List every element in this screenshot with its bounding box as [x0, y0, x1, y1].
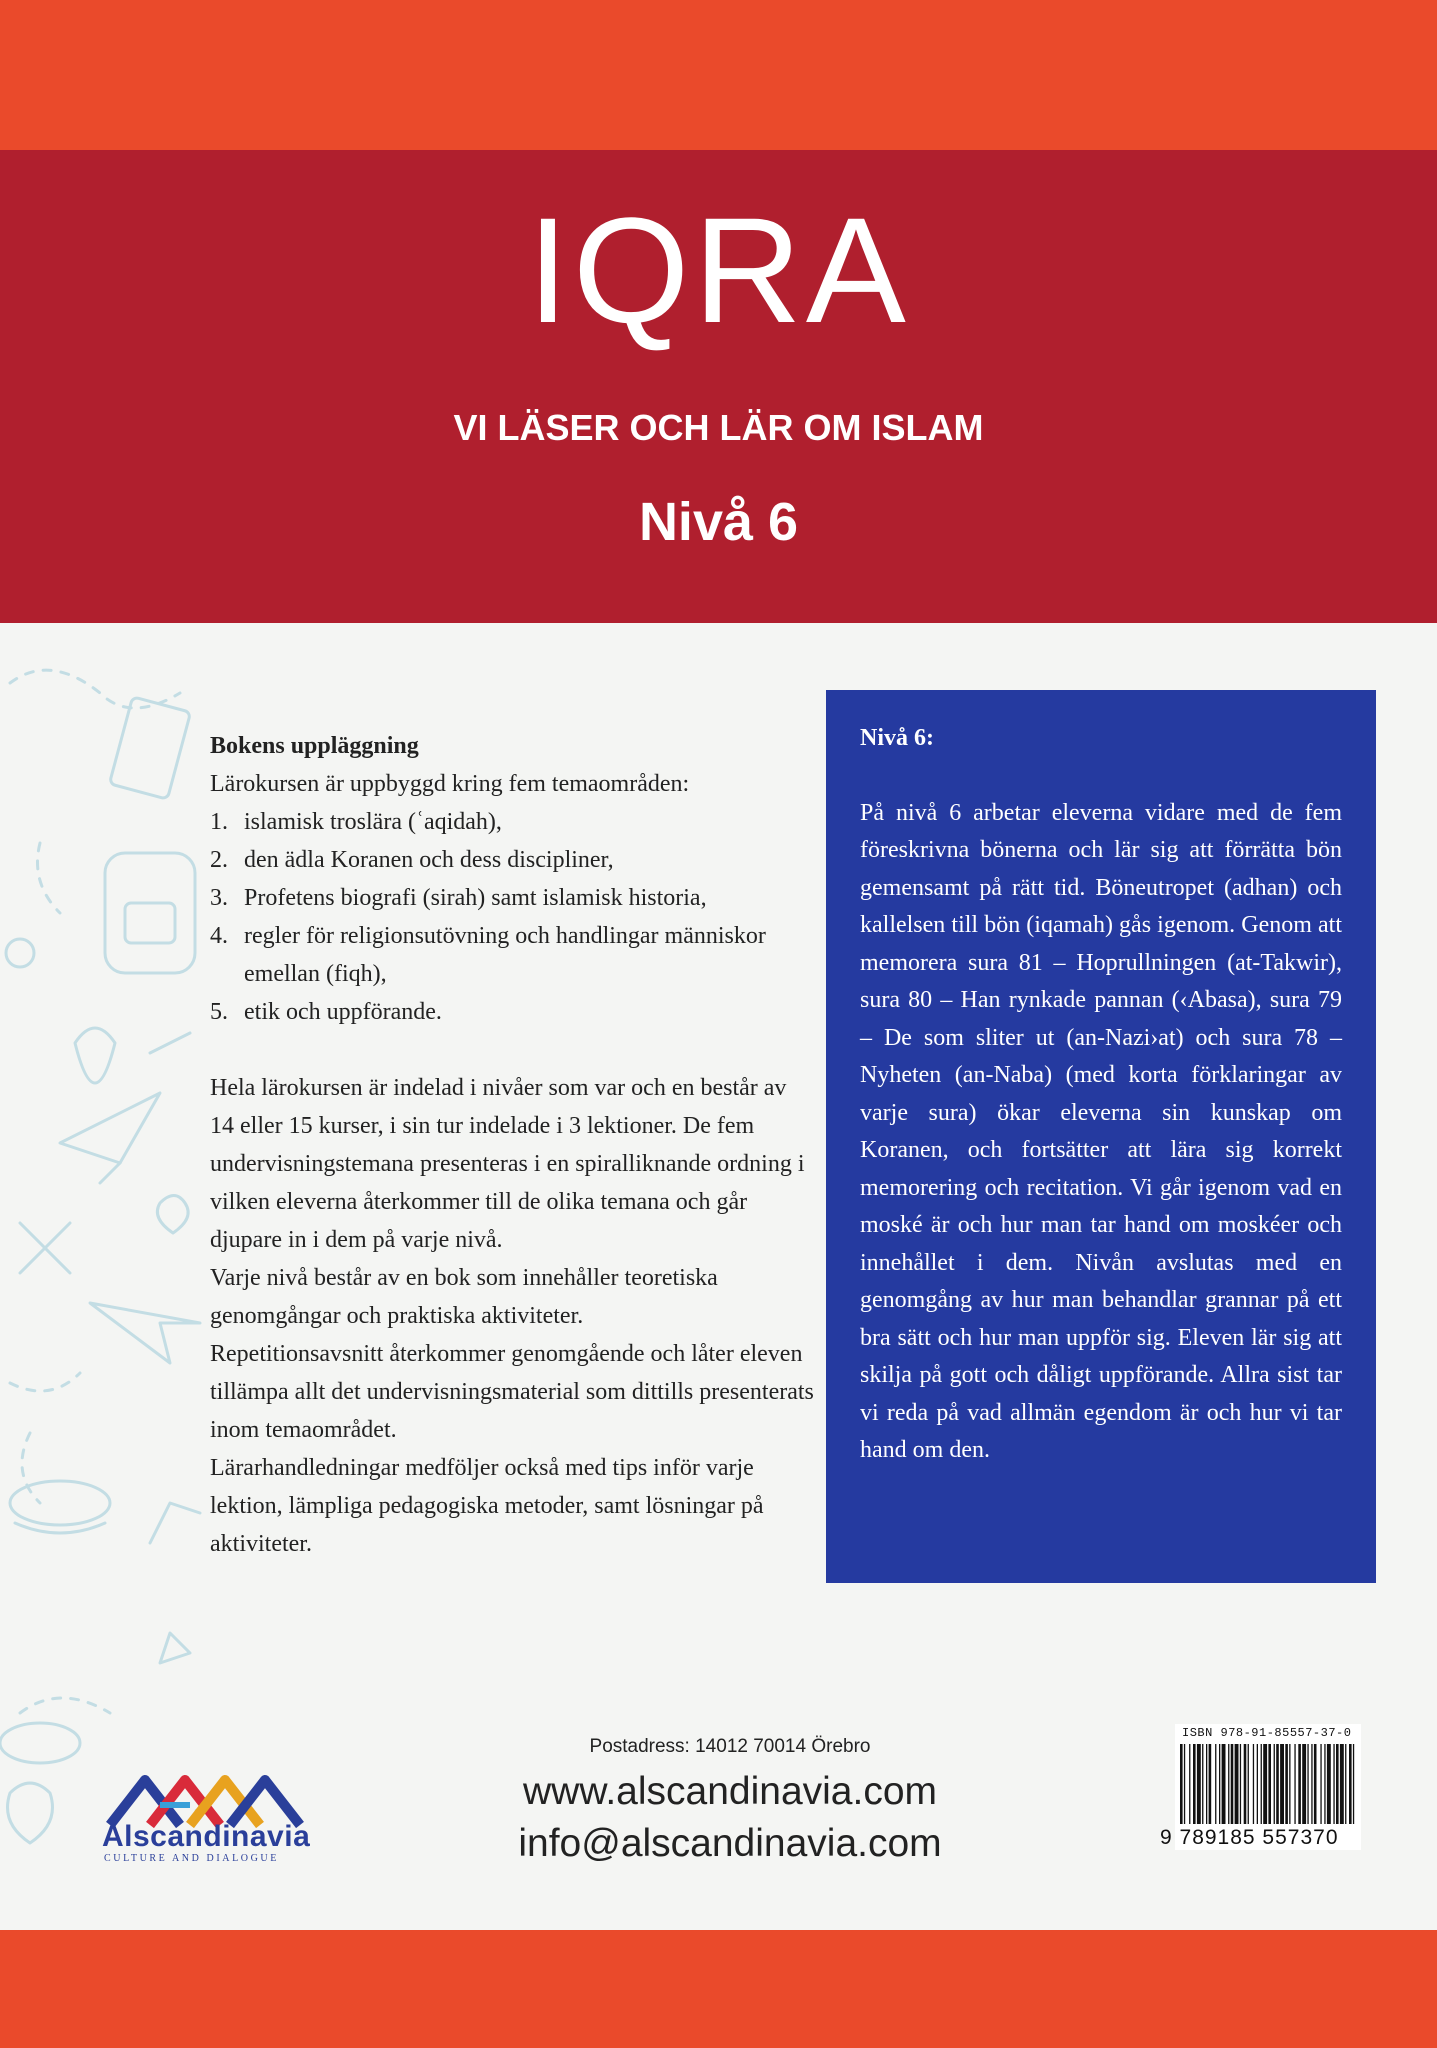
level-heading: Nivå 6: [860, 725, 934, 751]
paragraph: Hela lärokursen är indelad i nivåer som var och en består av 14 eller 15 kurser, i sin tur indelade i 3 lektioner. De fem undervisningstemana presenteras i en spiralliknande ordning i vilken eleverna återkommer till de olika temana och går djupare in i dem på varje nivå. [210, 1075, 805, 1253]
book-title: IQRA [527, 186, 910, 354]
book-subtitle: VI LÄSER OCH LÄR OM ISLAM [453, 407, 984, 448]
list-item: 1. islamisk troslära (ʿaqidah), [210, 809, 502, 835]
website-link[interactable]: www.alscandinavia.com [522, 1770, 937, 1813]
themes-intro: Lärokursen är uppbyggd kring fem temaområden: [210, 771, 690, 797]
school-doodles-decoration [0, 623, 210, 1923]
bottom-orange-band [0, 1930, 1437, 2048]
contact-info [440, 1735, 1020, 1870]
level-description: På nivå 6 arbetar eleverna vidare med de fem föreskrivna bönerna och lär sig att förrätta bön gemensamt på rätt tid. Böneutropet (adhan) och kallelsen till bön (iqamah) gås igenom. Genom att memorera sura 81 – Hoprullningen (at-Takwir), sura 80 – Han rynkade pannan (‹Abasa), sura 79 – De som sliter ut (an-Nazi›at) och sura 78 – Nyheten (an-Naba) (med korta förklaringar av varje sura) ökar eleverna sin kunskap om Koranen, och fortsätter att lära sig korrekt memorering och recitation. Vi går igenom vad en moské är och hur man tar hand om moskéer och innehållet i dem. Nivån avslutas med en genomgång av hur man behandlar grannar på ett bra sätt och hur man uppför sig. Eleven lär sig att skilja på gott och dåligt uppförande. Allra sist tar vi reda på vad allmän egendom är och hur vi tar hand om den. [860, 799, 1342, 1463]
email-link[interactable]: info@alscandinavia.com [518, 1822, 942, 1865]
book-level: Nivå 6 [638, 492, 799, 552]
barcode-icon [1180, 1744, 1358, 1826]
top-orange-band [0, 0, 1437, 150]
postal-address: Postadress: 14012 70014 Örebro [589, 1736, 871, 1757]
list-item: 3. Profetens biografi (sirah) samt islamisk historia, [210, 885, 707, 911]
paragraph: Repetitionsavsnitt återkommer genomgående och låter eleven tillämpa allt det undervisningsmaterial som dittills presenterats inom temaområdet. [210, 1341, 814, 1443]
list-item: 5. etik och uppförande. [210, 999, 442, 1025]
list-item: 2. den ädla Koranen och dess discipliner, [210, 847, 614, 873]
paragraph: Lärarhandledningar medföljer också med tips inför varje lektion, lämpliga pedagogiska metoder, samt lösningar på aktiviteter. [210, 1455, 764, 1557]
publisher-tagline: CULTURE AND DIALOGUE [104, 1853, 279, 1864]
isbn-digits: 9 789185 557370 [1160, 1826, 1339, 1849]
themes-list [210, 803, 815, 1031]
publisher-name: Alscandinavia [102, 1820, 311, 1853]
section-heading: Bokens uppläggning [210, 733, 419, 759]
level-description-box [826, 690, 1376, 1583]
paragraph: Varje nivå består av en bok som innehåller teoretiska genomgångar och praktiska aktiviteter. [210, 1265, 718, 1329]
book-structure-section [210, 727, 815, 1563]
list-item: 4. regler för religionsutövning och handlingar människor emellan (fiqh), [210, 923, 766, 987]
isbn-label: ISBN 978-91-85557-37-0 [1182, 1726, 1352, 1740]
